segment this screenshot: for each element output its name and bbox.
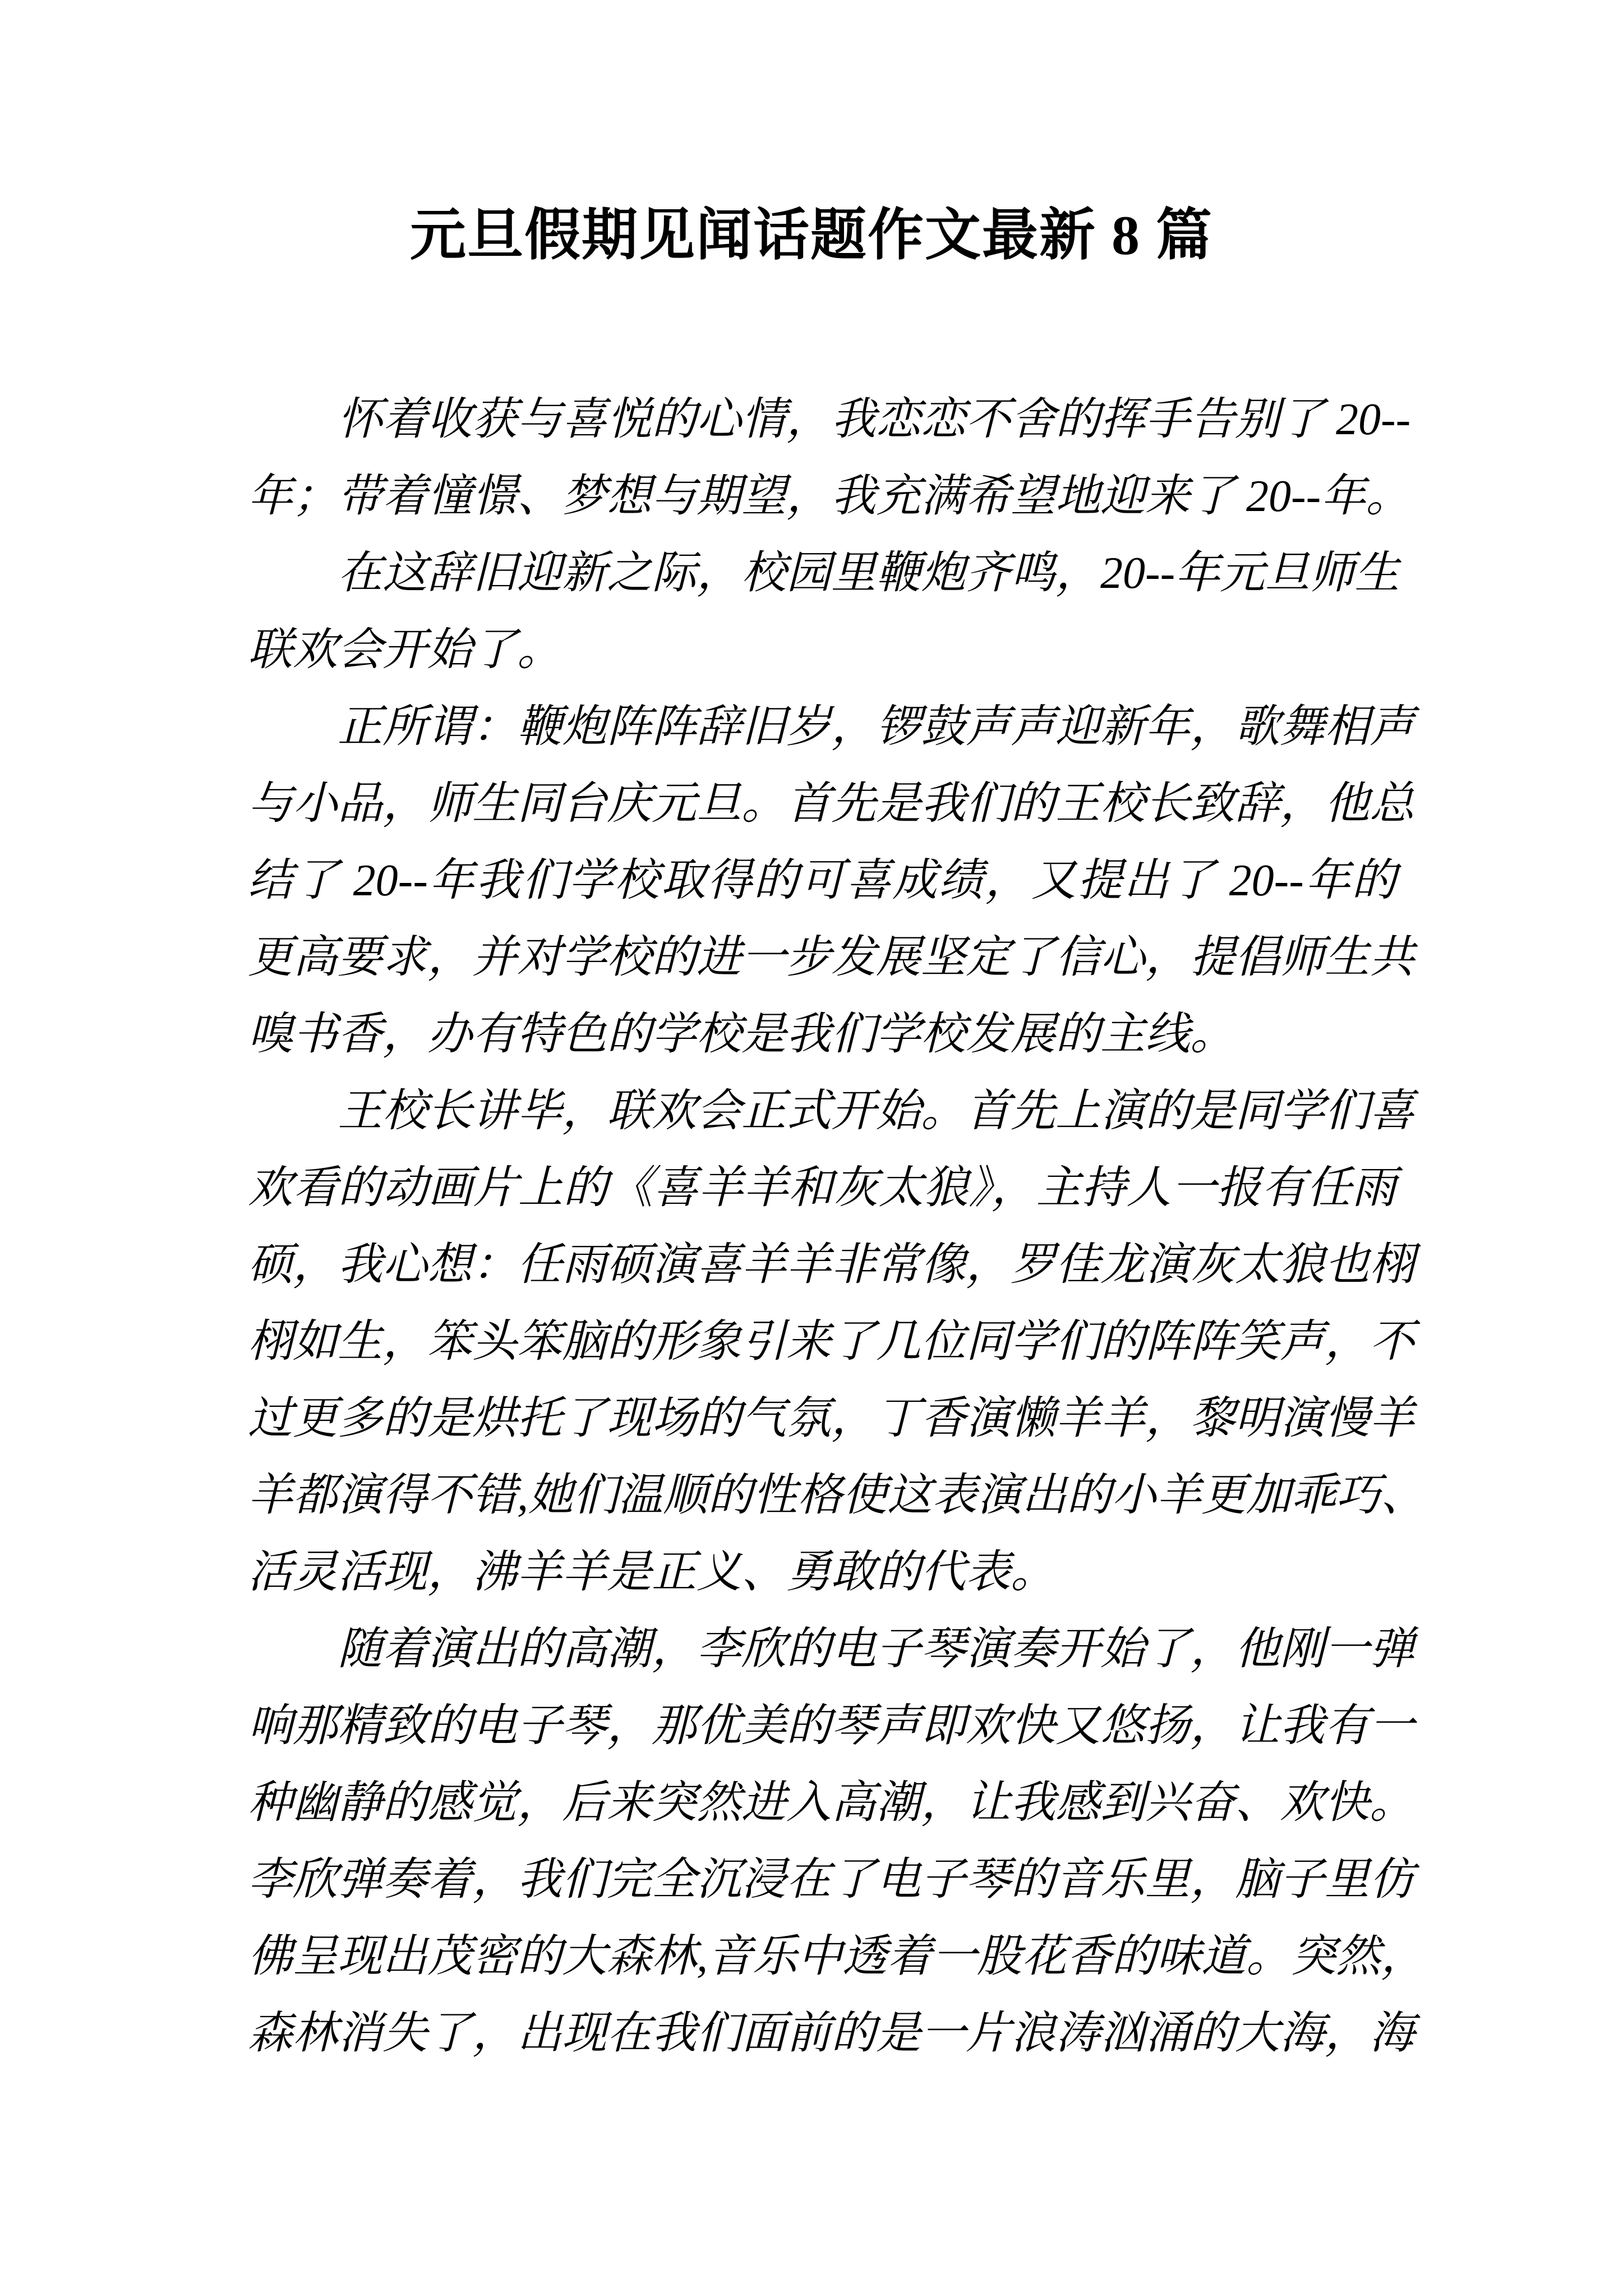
text-line: 羊都演得不错,她们温顺的性格使这表演出的小羊更加乖巧、 [248,1471,1426,1520]
text-line: 栩如生，笨头笨脑的形象引来了几位同学们的阵阵笑声，不 [248,1317,1414,1366]
document-title: 元旦假期见闻话题作文最新 8 篇 [410,204,1213,266]
essay-body [248,381,1426,2072]
text-line: 更高要求，并对学校的进一步发展坚定了信心，提倡师生共 [248,933,1414,982]
text-line: 年；带着憧憬、梦想与期望，我充满希望地迎来了 20--年。 [248,472,1411,521]
text-line: 李欣弹奏着，我们完全沉浸在了电子琴的音乐里，脑子里仿 [248,1855,1414,1904]
text-line: 响那精致的电子琴，那优美的琴声即欢快又悠扬，让我有一 [248,1701,1414,1751]
text-line: 硕，我心想：任雨硕演喜羊羊非常像，罗佳龙演灰太狼也栩 [248,1240,1414,1290]
text-line: 随着演出的高潮，李欣的电子琴演奏开始了，他刚一弹 [338,1625,1414,1674]
text-line: 王校长讲毕，联欢会正式开始。首先上演的是同学们喜 [338,1087,1414,1136]
text-line: 怀着收获与喜悦的心情，我恋恋不舍的挥手告别了 20-- [338,395,1411,444]
text-line: 结了 20--年我们学校取得的可喜成绩，又提出了 20--年的 [248,856,1396,905]
text-line: 联欢会开始了。 [248,625,562,675]
text-line: 种幽静的感觉，后来突然进入高潮，让我感到兴奋、欢快。 [248,1778,1414,1828]
text-line: 活灵活现，沸羊羊是正义、勇敢的代表。 [248,1548,1055,1597]
text-line: 正所谓：鞭炮阵阵辞旧岁，锣鼓声声迎新年，歌舞相声 [338,702,1414,752]
text-line: 嗅书香，办有特色的学校是我们学校发展的主线。 [248,1010,1235,1059]
text-line: 森林消失了，出现在我们面前的是一片浪涛汹涌的大海，海 [248,2009,1414,2058]
text-line: 佛呈现出茂密的大森林,音乐中透着一股花香的味道。突然， [248,1932,1426,1981]
text-line: 在这辞旧迎新之际，校园里鞭炮齐鸣，20--年元旦师生 [338,549,1400,598]
text-line: 欢看的动画片上的《喜羊羊和灰太狼》，主持人一报有任雨 [248,1163,1396,1213]
text-line: 过更多的是烘托了现场的气氛，丁香演懒羊羊，黎明演慢羊 [248,1394,1414,1443]
text-line: 与小品，师生同台庆元旦。首先是我们的王校长致辞，他总 [248,779,1414,829]
